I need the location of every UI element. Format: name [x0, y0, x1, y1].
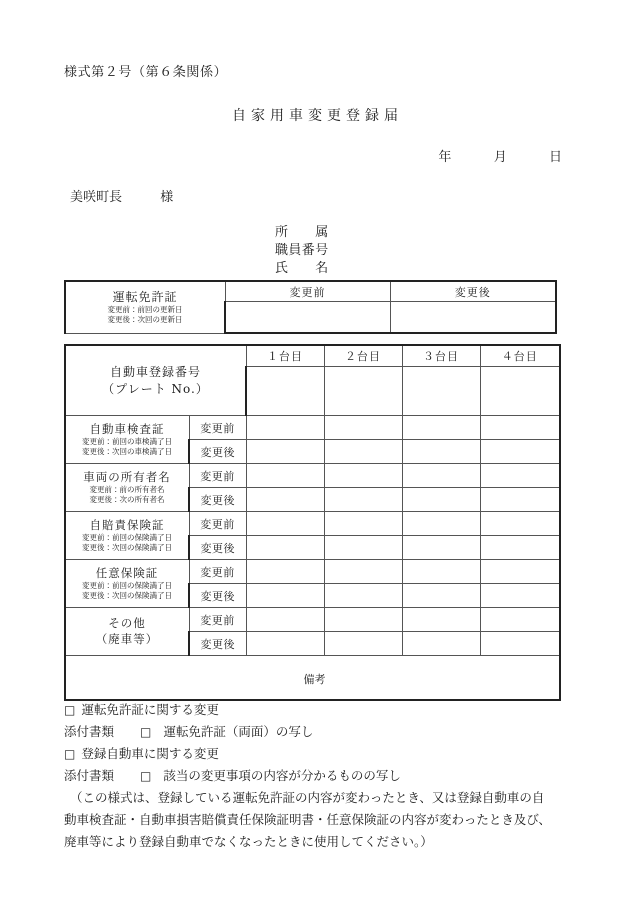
checkbox-label-1[interactable]: 運転免許証に関する変更	[81, 702, 219, 717]
checklist-row-2	[64, 721, 584, 743]
row-label-sub2-3: 変更後：次回の保険満了日	[82, 542, 172, 552]
page-title: 自家用車変更登録届	[232, 108, 403, 124]
table-row	[65, 464, 560, 488]
vehicle-column-header-4: ４台目	[480, 345, 560, 367]
cell-r3-before-c2[interactable]	[324, 512, 402, 536]
vehicle-column-header-3: ３台目	[402, 345, 480, 367]
before-label-1: 変更前	[189, 416, 246, 440]
checkbox-2[interactable]: □	[140, 725, 152, 739]
license-label-sub-2: 変更後：次回の更新日	[107, 314, 183, 324]
cell-r2-after-c1[interactable]	[246, 488, 324, 512]
license-table	[64, 280, 557, 334]
license-label-sub-1: 変更前：前回の更新日	[107, 304, 183, 314]
cell-r1-before-c4[interactable]	[480, 416, 560, 440]
cell-r3-after-c3[interactable]	[402, 536, 480, 560]
note-line-3: 廃車等により登録自動車でなくなったときに使用してください。）	[64, 834, 433, 849]
cell-r4-after-c3[interactable]	[402, 584, 480, 608]
attachment-label-2: 添付書類	[64, 724, 115, 739]
license-value-before[interactable]	[225, 302, 390, 334]
checkbox-label-4[interactable]: 該当の変更事項の内容が分かるものの写し	[163, 768, 401, 783]
row-label-sub2-2: 変更後：次の所有者名	[89, 494, 165, 504]
cell-r3-after-c2[interactable]	[324, 536, 402, 560]
table-row	[65, 416, 560, 440]
checklist-row-4	[64, 765, 584, 787]
vehicle-column-header-1: １台目	[246, 345, 324, 367]
name-label: 氏 名	[275, 261, 329, 276]
cell-r5-after-c1[interactable]	[246, 632, 324, 656]
explanatory-note	[64, 787, 564, 853]
checkbox-label-2[interactable]: 運転免許証（両面）の写し	[163, 724, 314, 739]
cell-r5-after-c3[interactable]	[402, 632, 480, 656]
row-label-sub1-4: 変更前：前回の保険満了日	[82, 580, 172, 590]
cell-r4-before-c1[interactable]	[246, 560, 324, 584]
vehicle-column-header-2: ２台目	[324, 345, 402, 367]
form-code: 様式第２号（第６条関係）	[64, 65, 228, 80]
license-col-before: 変更前	[225, 281, 390, 302]
table-row	[65, 608, 560, 632]
checklist-row-3	[64, 743, 584, 765]
plate-label-line-2: （プレート No.）	[102, 381, 209, 396]
checklist-row-1	[64, 699, 584, 721]
cell-r2-before-c4[interactable]	[480, 464, 560, 488]
row-label-1	[65, 416, 189, 464]
date-month-label: 月	[493, 150, 507, 165]
remarks-cell[interactable]: 備考	[65, 656, 560, 701]
addressee-name: 美咲町長	[70, 190, 123, 205]
row-label-main-3: 自賠責保険証	[89, 517, 165, 532]
cell-r2-before-c1[interactable]	[246, 464, 324, 488]
cell-r3-before-c4[interactable]	[480, 512, 560, 536]
before-label-5: 変更前	[189, 608, 246, 632]
attachment-label-4: 添付書類	[64, 768, 115, 783]
cell-r5-before-c4[interactable]	[480, 608, 560, 632]
before-label-4: 変更前	[189, 560, 246, 584]
after-label-2: 変更後	[189, 488, 246, 512]
row-label-main-1: 自動車検査証	[89, 421, 165, 436]
cell-r5-after-c4[interactable]	[480, 632, 560, 656]
date-year-label: 年	[438, 150, 452, 165]
row-label-sub1-1: 変更前：前回の車検満了日	[82, 436, 172, 446]
addressee	[70, 186, 173, 205]
cell-r2-before-c2[interactable]	[324, 464, 402, 488]
row-label-main-4: 任意保険証	[95, 565, 159, 580]
cell-r1-before-c2[interactable]	[324, 416, 402, 440]
checkbox-3[interactable]: □	[64, 747, 76, 761]
cell-r2-before-c3[interactable]	[402, 464, 480, 488]
cell-r4-before-c4[interactable]	[480, 560, 560, 584]
cell-r5-before-c2[interactable]	[324, 608, 402, 632]
before-label-2: 変更前	[189, 464, 246, 488]
license-label-main: 運転免許証	[112, 289, 178, 304]
note-line-1: （この様式は、登録している運転免許証の内容が変わったとき、又は登録自動車の自	[70, 790, 545, 805]
row-label-sub1-3: 変更前：前回の保険満了日	[82, 532, 172, 542]
row-label-2	[65, 464, 189, 512]
after-label-1: 変更後	[189, 440, 246, 464]
row-label-4	[65, 560, 189, 608]
cell-r5-before-c1[interactable]	[246, 608, 324, 632]
row-label-sub1-5: （廃車等）	[95, 632, 159, 646]
cell-r2-after-c2[interactable]	[324, 488, 402, 512]
plate-number-label-cell	[65, 345, 246, 416]
license-col-after: 変更後	[390, 281, 556, 302]
checkbox-label-3[interactable]: 登録自動車に関する変更	[81, 746, 219, 761]
table-row	[65, 512, 560, 536]
cell-r4-after-c2[interactable]	[324, 584, 402, 608]
cell-r4-after-c1[interactable]	[246, 584, 324, 608]
cell-r1-after-c1[interactable]	[246, 440, 324, 464]
row-label-main-2: 車両の所有者名	[83, 469, 171, 484]
cell-r3-before-c3[interactable]	[402, 512, 480, 536]
table-row	[65, 345, 560, 367]
date-line	[0, 146, 630, 165]
cell-r4-after-c4[interactable]	[480, 584, 560, 608]
after-label-4: 変更後	[189, 584, 246, 608]
cell-r2-after-c4[interactable]	[480, 488, 560, 512]
table-row	[65, 560, 560, 584]
checklist	[64, 699, 584, 787]
cell-r5-after-c2[interactable]	[324, 632, 402, 656]
cell-r4-before-c3[interactable]	[402, 560, 480, 584]
date-day-label: 日	[548, 150, 562, 165]
table-row	[65, 656, 560, 701]
cell-r3-after-c4[interactable]	[480, 536, 560, 560]
cell-r2-after-c3[interactable]	[402, 488, 480, 512]
row-label-sub1-2: 変更前：前の所有者名	[89, 484, 165, 494]
after-label-5: 変更後	[189, 632, 246, 656]
row-label-sub2-1: 変更後：次回の車検満了日	[82, 446, 172, 456]
row-label-5	[65, 608, 189, 656]
plate-label-line-1: 自動車登録番号	[110, 364, 202, 379]
cell-r5-before-c3[interactable]	[402, 608, 480, 632]
row-label-main-5: その他	[108, 616, 146, 630]
after-label-3: 変更後	[189, 536, 246, 560]
checkbox-4[interactable]: □	[140, 769, 152, 783]
before-label-3: 変更前	[189, 512, 246, 536]
addressee-honorific: 様	[160, 190, 174, 205]
license-value-after[interactable]	[390, 302, 556, 334]
employee-number-label: 職員番号	[275, 243, 329, 258]
cell-r1-after-c4[interactable]	[480, 440, 560, 464]
vehicle-table	[64, 344, 561, 701]
cell-r1-before-c3[interactable]	[402, 416, 480, 440]
cell-r3-before-c1[interactable]	[246, 512, 324, 536]
cell-r3-after-c1[interactable]	[246, 536, 324, 560]
submitter-block	[275, 224, 329, 278]
row-label-3	[65, 512, 189, 560]
cell-r1-after-c3[interactable]	[402, 440, 480, 464]
row-label-sub2-4: 変更後：次回の保険満了日	[82, 590, 172, 600]
plate-value-3[interactable]	[402, 367, 480, 416]
cell-r4-before-c2[interactable]	[324, 560, 402, 584]
cell-r1-before-c1[interactable]	[246, 416, 324, 440]
affiliation-label: 所 属	[275, 225, 329, 240]
plate-value-2[interactable]	[324, 367, 402, 416]
table-row	[65, 281, 556, 302]
checkbox-1[interactable]: □	[64, 703, 76, 717]
plate-value-4[interactable]	[480, 367, 560, 416]
plate-value-1[interactable]	[246, 367, 324, 416]
license-label-cell	[65, 281, 225, 333]
cell-r1-after-c2[interactable]	[324, 440, 402, 464]
note-line-2: 動車検査証・自動車損害賠償責任保険証明書・任意保険証の内容が変わったとき及び、	[64, 812, 551, 827]
